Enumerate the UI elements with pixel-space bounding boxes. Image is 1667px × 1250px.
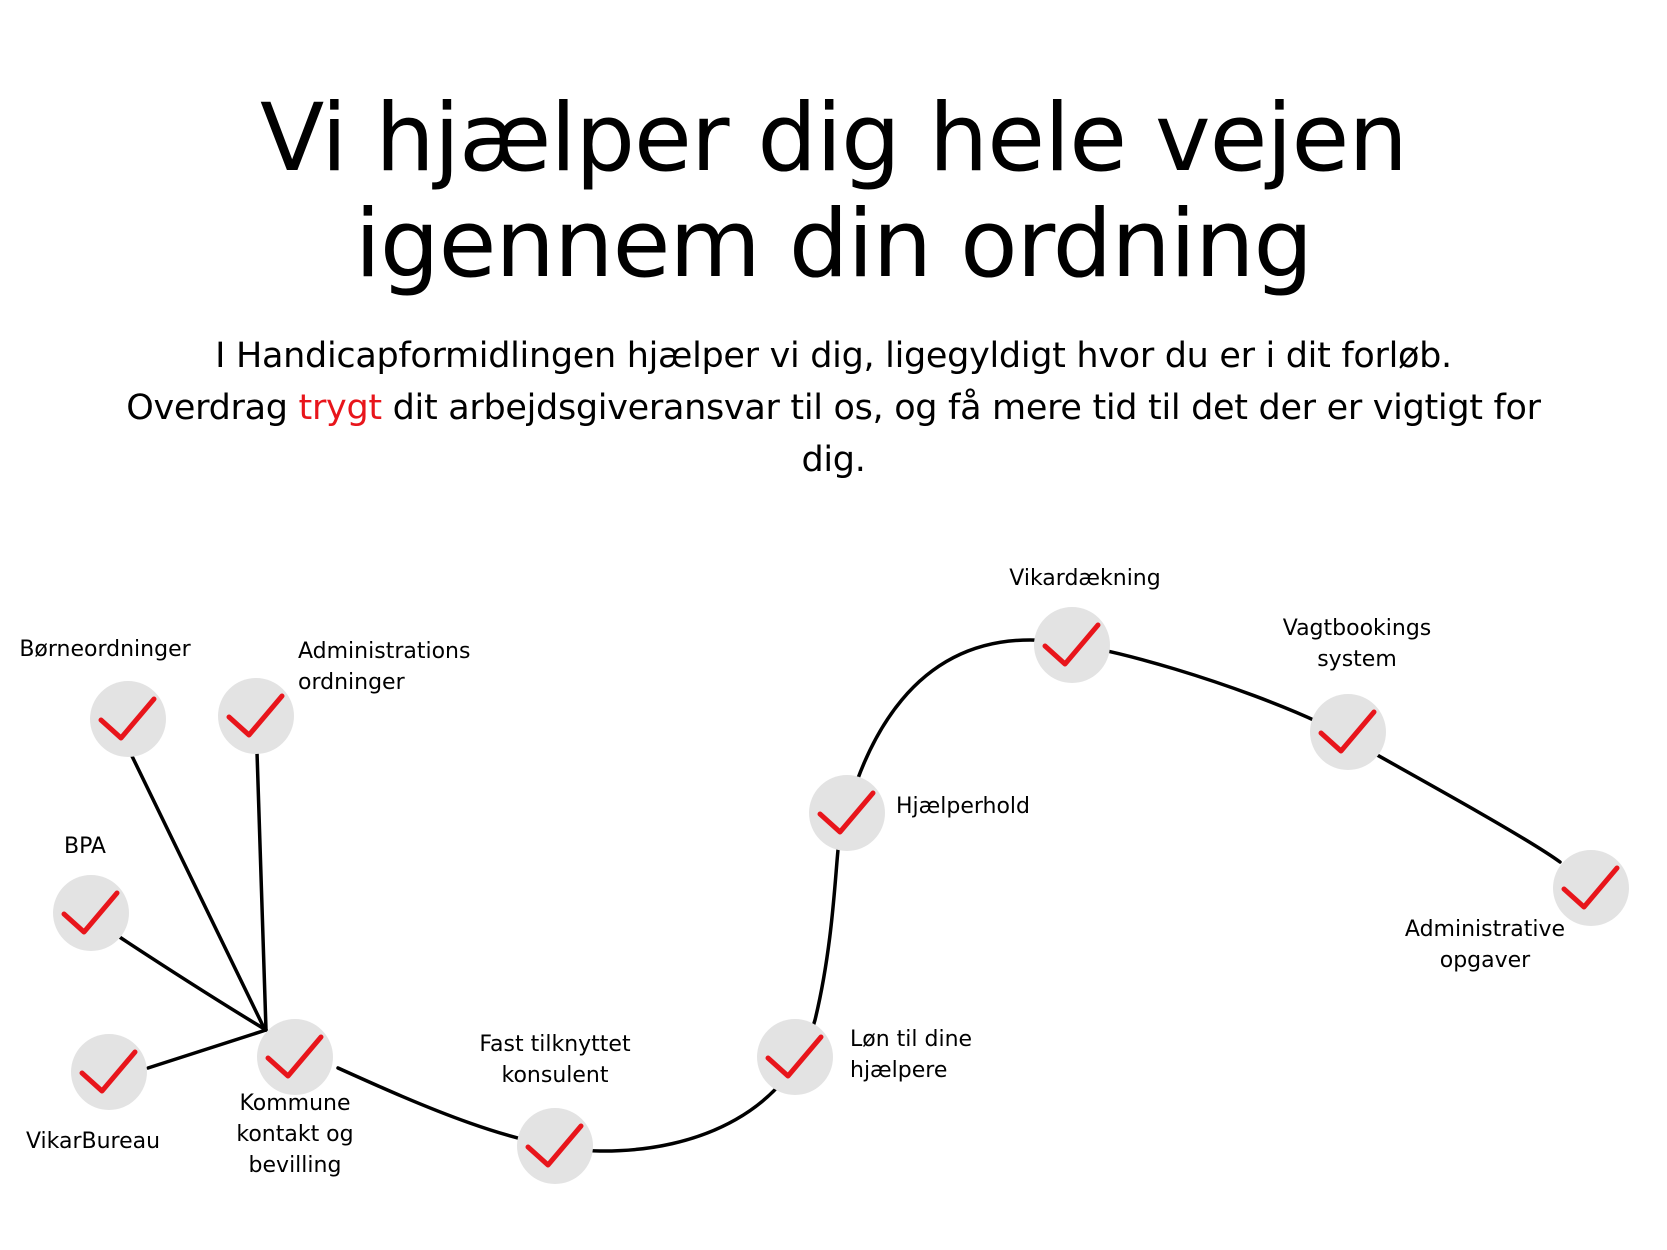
label-line: VikarBureau <box>25 1129 161 1154</box>
subtitle-accent-word: trygt <box>298 388 382 428</box>
connector-administrations <box>257 752 266 1030</box>
label-line: BPA <box>63 834 107 859</box>
subtitle-line-2-start: Overdrag <box>126 388 299 428</box>
title-line-2: igennem din ordning <box>354 190 1313 299</box>
label-bpa <box>64 834 106 859</box>
label-line: Administrations <box>298 639 471 664</box>
label-line: Vikardækning <box>1009 566 1161 591</box>
label-line: hjælpere <box>850 1058 948 1083</box>
label-kommune-kontakt <box>236 1091 353 1178</box>
label-line: Børneordninger <box>19 637 191 662</box>
label-line: bevilling <box>248 1153 342 1178</box>
label-line: Hjælperhold <box>896 794 1031 819</box>
node-bpa <box>53 875 129 951</box>
label-vikardaekning <box>1009 566 1160 591</box>
label-lon-til-hjaelpere <box>850 1027 972 1083</box>
node-administrative-opgaver <box>1553 850 1629 926</box>
label-administrative-opgaver <box>1405 917 1565 973</box>
label-administrations-ordninger <box>298 639 470 695</box>
node-borneordninger <box>90 681 166 757</box>
label-line: konsulent <box>501 1063 609 1088</box>
subtitle-line-2-end: dit arbejdsgiveransvar til os, og få mere tid til det der er vigtigt for <box>381 388 1541 428</box>
subtitle-line-1: I Handicapformidlingen hjælper vi dig, ligegyldigt hvor du er i dit forløb. <box>215 336 1452 376</box>
subtitle-line-3: dig. <box>801 440 866 480</box>
label-fast-konsulent <box>479 1032 631 1088</box>
label-line: Løn til dine <box>850 1027 973 1052</box>
node-vagtbookings-system <box>1310 694 1386 770</box>
node-vikarbureau <box>71 1034 147 1110</box>
node-lon-til-hjaelpere <box>757 1019 833 1095</box>
label-hjaelperhold <box>896 794 1030 819</box>
label-line: kontakt og <box>236 1122 354 1147</box>
label-line: Kommune <box>239 1091 351 1116</box>
label-line: system <box>1317 647 1397 672</box>
node-kommune-kontakt <box>257 1019 333 1095</box>
node-vikardaekning <box>1034 607 1110 683</box>
label-line: ordninger <box>298 670 405 695</box>
label-vagtbookings-system <box>1283 616 1432 672</box>
label-borneordninger <box>19 637 191 662</box>
label-line: Fast tilknyttet <box>479 1032 631 1057</box>
label-vikarbureau <box>26 1129 160 1154</box>
connector-vikarbureau <box>148 1030 266 1068</box>
node-fast-konsulent <box>517 1108 593 1184</box>
node-hjaelperhold <box>809 775 885 851</box>
label-line: Administrative <box>1404 917 1566 942</box>
title-line-1: Vi hjælper dig hele vejen <box>260 84 1407 193</box>
label-line: opgaver <box>1439 948 1531 973</box>
label-line: Vagtbookings <box>1282 616 1432 641</box>
node-administrations-ordninger <box>218 678 294 754</box>
